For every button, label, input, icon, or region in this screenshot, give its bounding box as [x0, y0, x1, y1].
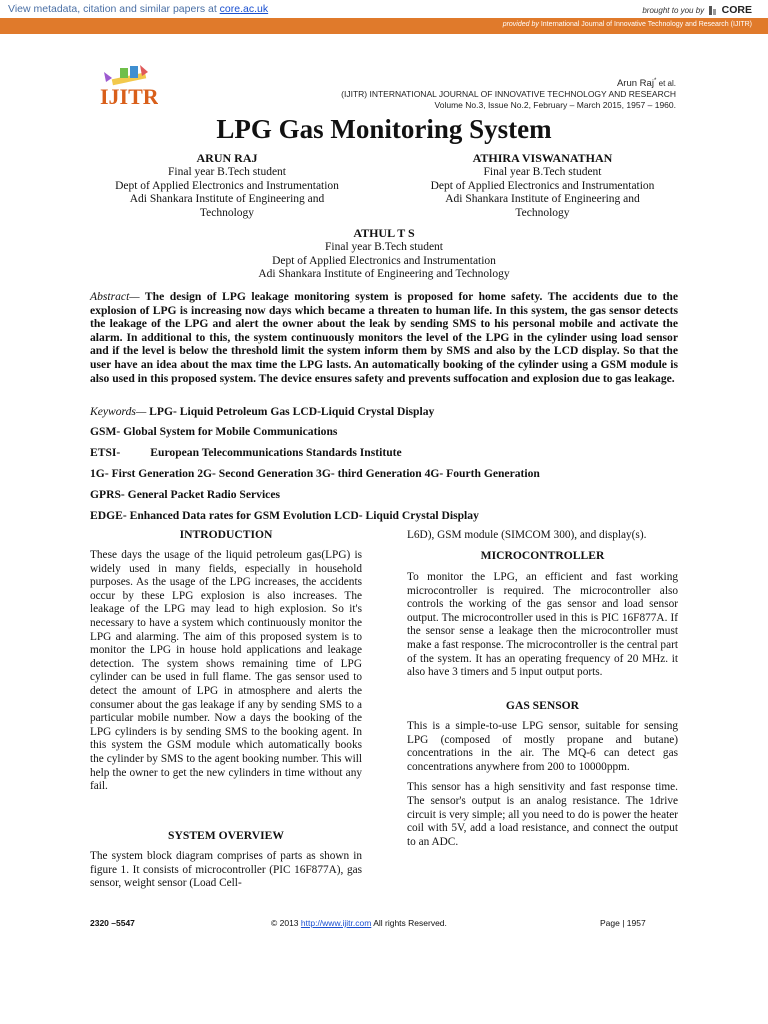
- core-label[interactable]: CORE: [721, 4, 752, 16]
- keywords-line-1: Keywords— LPG- Liquid Petroleum Gas LCD-Liquid Crystal Display: [90, 405, 435, 418]
- provided-by-text: provided by International Journal of Innovative Technology and Research (IJITR): [502, 21, 752, 28]
- abstract: [90, 290, 678, 385]
- keywords-line-2: GSM- Global System for Mobile Communications: [90, 425, 338, 438]
- heading-system-overview: SYSTEM OVERVIEW: [168, 829, 284, 842]
- author-inst: Adi Shankara Institute of Engineering and Technology: [258, 268, 510, 281]
- core-top-bar: [0, 0, 768, 20]
- brought-by-text: brought to you by: [642, 6, 705, 15]
- author-dept: Dept of Applied Electronics and Instrumentation: [430, 179, 655, 192]
- ijitr-logo: [98, 62, 158, 108]
- author-block-3: [200, 227, 568, 282]
- keywords-line-6: EDGE- Enhanced Data rates for GSM Evolution LCD- Liquid Crystal Display: [90, 509, 479, 522]
- gas-sensor-paragraph-1: This is a simple-to-use LPG sensor, suitable for sensing LPG (composed of mostly propane and butane) concentrations in the air. The MQ-6 can detect gas concentrations anywhere from 200 to 10000ppm.: [407, 720, 678, 773]
- logo-emblem-icon: [98, 62, 158, 108]
- header-etal: et al.: [658, 78, 676, 88]
- author-name: ATHUL T S: [353, 226, 415, 240]
- author-dept: Dept of Applied Electronics and Instrumentation: [115, 179, 339, 192]
- heading-gas-sensor: GAS SENSOR: [505, 699, 580, 712]
- author-inst: Adi Shankara Institute of Engineering and: [445, 193, 640, 206]
- author-name: ATHIRA VISWANATHAN: [472, 151, 613, 165]
- keywords-line-4: 1G- First Generation 2G- Second Generation 3G- third Generation 4G- Fourth Generation: [90, 467, 540, 480]
- provided-by-bar: [0, 20, 768, 34]
- microcontroller-paragraph: To monitor the LPG, an efficient and fast working microcontroller is required. The microcontroller also controls the working of the gas sensor and load sensor output. The microcontroller used in this is PIC 16F877A. If the sensor sense a leakage then the microcontroller must make a fast response. The microcontroller is the central part of the system. It has an operating frequency of 20 MHz. it also have 3 timers and 5 input output ports.: [407, 571, 678, 679]
- author-block-1: [96, 152, 358, 221]
- system-overview-text: [90, 850, 362, 898]
- author-dept: Dept of Applied Electronics and Instrumentation: [272, 254, 496, 267]
- paper-title: LPG Gas Monitoring System: [216, 114, 552, 144]
- journal-header: [341, 76, 676, 111]
- heading-introduction: INTRODUCTION: [179, 528, 273, 541]
- header-author-sup: *: [653, 78, 657, 84]
- footer-page-number: Page | 1957: [600, 918, 646, 928]
- journal-volume: Volume No.3, Issue No.2, February – March 2015, 1957 – 1960.: [434, 99, 676, 110]
- header-author: Arun Raj: [616, 77, 654, 89]
- keywords-line-3: ETSI- European Telecommunications Standards Institute: [90, 446, 402, 459]
- metadata-text: View metadata, citation and similar papers at: [8, 3, 220, 15]
- logo-text: IJITR: [100, 84, 158, 108]
- keywords-label: Keywords—: [90, 405, 147, 418]
- overview-paragraph: The system block diagram comprises of parts as shown in figure 1. It consists of microcontroller (PIC 16F877A), gas sensor, weight sensor (Load Cell-: [90, 850, 362, 890]
- gas-sensor-paragraph-2: This sensor has a high sensitivity and fast response time. The sensor's output is an analog resistance. The 1drive circuit is very simple; all you need to do is power the heater coil with 5V, add a load resistance, and connect the output to an ADC.: [407, 781, 678, 848]
- author-name: ARUN RAJ: [196, 151, 258, 165]
- author-role: Final year B.Tech student: [168, 165, 286, 178]
- core-link[interactable]: core.ac.uk: [219, 3, 269, 15]
- keywords-line-5: GPRS- General Packet Radio Services: [90, 488, 280, 501]
- core-logo-icon: [709, 6, 717, 15]
- author-role: Final year B.Tech student: [325, 240, 443, 253]
- author-block-2: [410, 152, 675, 221]
- author-inst: Technology: [515, 207, 570, 220]
- author-inst: Adi Shankara Institute of Engineering and: [129, 193, 325, 206]
- introduction-text: [90, 549, 362, 801]
- heading-microcontroller: MICROCONTROLLER: [480, 549, 605, 562]
- footer-copyright: © 2013 http://www.ijitr.com All rights Reserved.: [271, 918, 447, 928]
- author-role: Final year B.Tech student: [483, 165, 602, 178]
- footer-issn: 2320 –5547: [90, 918, 135, 928]
- gas-sensor-text: [407, 720, 678, 856]
- abstract-text: The design of LPG leakage monitoring system is proposed for home safety. The accidents due to the explosion of LPG is increasing now days which became a threaten to human life. In this system, the gas sensor detects the leakage of the LPG and alert the owner about the leak by sending SMS to his personal mobile and activate the alarm. In additional to this, the system continuously monitors the level of the LPG in the cylinder using load sensor and if the level is below the threshold limit the system inform them by SMS and also by the LCD display. So that the user have an idea about the max time the LPG lasts. An automatically booking of the cylinder using a GSM module is also used in this proposed system. The device ensures safety and prevents suffocation and explosion due to gas leakage.: [90, 290, 678, 385]
- brought-by: [642, 4, 752, 16]
- continued-text: [407, 529, 678, 550]
- journal-website-link[interactable]: http://www.ijitr.com: [300, 918, 372, 928]
- author-inst: Technology: [199, 207, 255, 220]
- continued-paragraph: L6D), GSM module (SIMCOM 300), and display(s).: [407, 529, 647, 541]
- microcontroller-text: [407, 571, 678, 687]
- introduction-paragraph: These days the usage of the liquid petroleum gas(LPG) is widely used in many fields, especially in household purposes. As the usage of the LPG increases, the accidents occur by these LPG explosion is also increases. The leakage of the LPG may lead to high explosion. So it's necessary to have a system which continuously monitor the LPG and alarming. The aim of this proposed system is to monitor the LPG in house hold applications and leakage detection. The system shows remaining time of LPG cylinder can be used in full flame. The gas sensor used to detect the amount of LPG in atmosphere and alerts the consumer about the gas leakage if any by sending SMS to a particular mobile number. Now a days the booking of the LPG cylinders is by sending SMS to the booking agent. In this system the GSM module which automatically books the cylinder by SMS to the agent booking number. This will help the owner to get the new cylinders in time without any fail.: [90, 549, 362, 793]
- abstract-label: Abstract—: [90, 290, 140, 303]
- journal-name: (IJITR) INTERNATIONAL JOURNAL OF INNOVATIVE TECHNOLOGY AND RESEARCH: [341, 88, 676, 99]
- metadata-line: [8, 3, 268, 15]
